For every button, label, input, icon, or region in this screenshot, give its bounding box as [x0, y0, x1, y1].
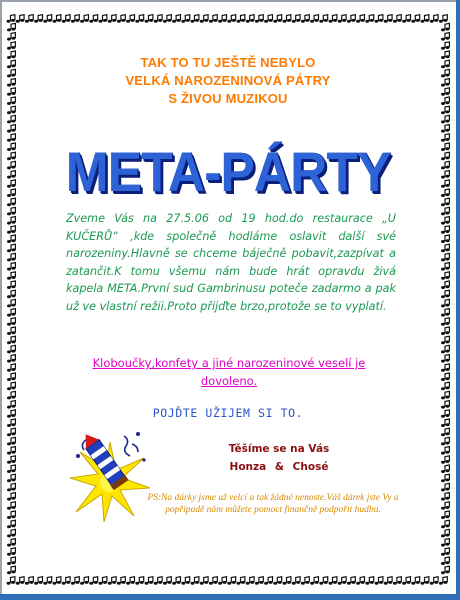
music-note-icon	[411, 577, 420, 585]
party-title: META-PÁRTY	[65, 140, 391, 203]
music-note-icon	[43, 577, 52, 585]
music-note-icon	[441, 355, 450, 363]
music-note-icon	[181, 577, 190, 585]
music-note-icon	[7, 364, 16, 372]
music-note-icon	[172, 15, 181, 23]
music-note-icon	[7, 235, 16, 243]
music-note-icon	[439, 577, 448, 585]
music-note-icon	[200, 15, 209, 23]
music-note-icon	[441, 115, 450, 123]
music-note-icon	[7, 539, 16, 547]
music-note-icon	[441, 391, 450, 399]
music-note-icon	[421, 577, 430, 585]
music-note-icon	[411, 15, 420, 23]
music-note-icon	[441, 419, 450, 427]
music-note-icon	[7, 373, 16, 381]
music-note-icon	[80, 577, 89, 585]
music-note-icon	[441, 502, 450, 510]
music-note-icon	[301, 577, 310, 585]
music-note-icon	[441, 557, 450, 565]
music-note-icon	[7, 161, 16, 169]
music-note-icon	[7, 577, 16, 585]
header-line-3: S ŽIVOU MUZIKOU	[168, 91, 288, 106]
music-note-icon	[441, 23, 450, 31]
music-note-icon	[356, 577, 365, 585]
music-note-icon	[441, 152, 450, 160]
music-note-icon	[441, 336, 450, 344]
music-note-icon	[384, 577, 393, 585]
music-note-icon	[181, 15, 190, 23]
music-note-icon	[441, 520, 450, 528]
music-note-icon	[441, 483, 450, 491]
music-note-icon	[7, 327, 16, 335]
music-note-icon	[7, 226, 16, 234]
music-note-icon	[441, 134, 450, 142]
music-note-icon	[441, 198, 450, 206]
music-note-icon	[53, 577, 62, 585]
music-note-icon	[283, 15, 292, 23]
music-note-icon	[7, 511, 16, 519]
music-note-icon	[441, 263, 450, 271]
music-note-icon	[441, 566, 450, 574]
music-note-icon	[7, 198, 16, 206]
music-note-icon	[283, 577, 292, 585]
music-note-icon	[135, 15, 144, 23]
invitation-text: Zveme Vás na 27.5.06 od 19 hod.do restaurace „U KUČERŮ“ ,kde společně hodláme oslavit další své narozeniny.Hlavně se chceme báječně pobavit,zazpívat a zatančit.K tomu všemu nám bude hrát opravdu živá kapela META.První sud Gambrinusu poteče zadarmo a pak už ve vlastní režii.Proto přijďte brzo,protože se to vyplatí.	[66, 212, 396, 313]
music-note-icon	[154, 577, 163, 585]
music-note-icon	[441, 226, 450, 234]
music-note-icon	[7, 189, 16, 197]
music-note-icon	[7, 345, 16, 353]
music-note-icon	[356, 15, 365, 23]
music-note-icon	[7, 180, 16, 188]
music-note-icon	[7, 502, 16, 510]
music-note-icon	[329, 577, 338, 585]
music-note-icon	[421, 15, 430, 23]
music-note-icon	[209, 15, 218, 23]
music-note-icon	[53, 15, 62, 23]
music-note-icon	[34, 15, 43, 23]
music-note-icon	[441, 493, 450, 501]
music-note-icon	[43, 15, 52, 23]
music-note-icon	[7, 125, 16, 133]
music-note-icon	[7, 207, 16, 215]
music-note-icon	[441, 456, 450, 464]
music-note-icon	[7, 42, 16, 50]
music-note-icon	[292, 577, 301, 585]
music-note-icon	[255, 15, 264, 23]
music-note-icon	[218, 577, 227, 585]
music-note-icon	[7, 483, 16, 491]
music-note-icon	[439, 15, 448, 23]
music-note-icon	[384, 15, 393, 23]
music-note-icon	[319, 577, 328, 585]
music-note-icon	[191, 577, 200, 585]
music-note-icon	[7, 15, 16, 23]
music-note-icon	[319, 15, 328, 23]
music-note-icon	[117, 15, 126, 23]
music-note-icon	[126, 15, 135, 23]
music-note-icon	[264, 15, 273, 23]
music-note-icon	[441, 235, 450, 243]
music-note-icon	[441, 465, 450, 473]
music-note-icon	[191, 15, 200, 23]
music-note-icon	[99, 577, 108, 585]
music-note-icon	[441, 290, 450, 298]
music-note-icon	[7, 33, 16, 41]
window-edge-top	[0, 0, 460, 2]
music-note-icon	[441, 529, 450, 537]
music-note-icon	[7, 253, 16, 261]
music-note-icon	[227, 577, 236, 585]
music-note-icon	[7, 281, 16, 289]
music-note-icon	[163, 15, 172, 23]
music-note-icon	[163, 577, 172, 585]
music-note-icon	[145, 577, 154, 585]
header-block	[4, 54, 452, 108]
music-note-icon	[347, 15, 356, 23]
music-note-icon	[441, 437, 450, 445]
music-note-icon	[62, 15, 70, 23]
music-note-icon	[7, 493, 16, 501]
document-page	[4, 4, 452, 590]
music-note-icon	[7, 456, 16, 464]
music-note-icon	[7, 134, 16, 142]
music-note-icon	[218, 15, 227, 23]
music-note-icon	[7, 115, 16, 123]
music-note-icon	[375, 15, 384, 23]
music-note-icon	[7, 309, 16, 317]
music-note-icon	[71, 577, 80, 585]
music-note-icon	[301, 15, 310, 23]
music-note-icon	[7, 272, 16, 280]
music-note-icon	[108, 15, 117, 23]
music-note-icon	[117, 577, 126, 585]
music-note-icon	[7, 152, 16, 160]
music-note-icon	[7, 318, 16, 326]
music-note-icon	[441, 474, 450, 482]
music-note-icon	[365, 577, 374, 585]
music-note-icon	[441, 539, 450, 547]
music-note-icon	[16, 577, 25, 585]
music-note-icon	[62, 577, 70, 585]
greeting-line-1: Těšíme se na Vás	[228, 443, 330, 455]
music-note-icon	[34, 577, 43, 585]
hats-confetti-note[interactable]: Kloboučky,konfety a jiné narozeninové veselí je dovoleno.	[92, 356, 366, 388]
music-note-icon	[99, 15, 108, 23]
music-note-icon	[441, 143, 450, 151]
music-note-icon	[273, 577, 282, 585]
music-note-icon	[402, 15, 411, 23]
music-note-icon	[329, 15, 338, 23]
music-note-icon	[255, 577, 264, 585]
music-note-icon	[108, 577, 117, 585]
music-note-icon	[7, 566, 16, 574]
music-note-icon	[7, 23, 16, 31]
music-note-icon	[441, 364, 450, 372]
music-note-icon	[441, 382, 450, 390]
music-note-icon	[441, 217, 450, 225]
greeting-block	[204, 440, 354, 476]
music-note-icon	[430, 577, 439, 585]
music-note-icon	[441, 373, 450, 381]
music-note-icon	[441, 272, 450, 280]
music-note-icon	[310, 577, 319, 585]
music-note-icon	[347, 577, 356, 585]
music-note-icon	[71, 15, 80, 23]
greeting-names: Honza & Chosé	[229, 461, 329, 473]
music-note-icon	[227, 15, 236, 23]
music-note-icon	[441, 299, 450, 307]
music-note-icon	[441, 447, 450, 455]
music-note-icon	[7, 557, 16, 565]
music-note-icon	[7, 474, 16, 482]
header-line-1: TAK TO TU JEŠTĚ NEBYLO	[140, 55, 316, 70]
music-note-icon	[80, 15, 89, 23]
music-note-icon	[237, 15, 246, 23]
music-note-icon	[441, 42, 450, 50]
music-note-icon	[441, 345, 450, 353]
music-note-icon	[441, 33, 450, 41]
music-note-icon	[7, 447, 16, 455]
window-edge-bottom	[0, 594, 460, 600]
window-scroll-edge[interactable]	[456, 0, 460, 600]
music-note-icon	[7, 529, 16, 537]
music-note-icon	[292, 15, 301, 23]
music-note-icon	[441, 244, 450, 252]
music-note-icon	[7, 382, 16, 390]
ps-note: PS:Na dárky jsme už velcí a tak žádné nenoste.Váš dárek jste Vy a popřípadě nám můžete pomoct finančně podpořit hudbu.	[147, 493, 399, 515]
music-note-icon	[7, 263, 16, 271]
music-note-icon	[7, 520, 16, 528]
music-note-icon	[264, 577, 273, 585]
music-note-icon	[441, 207, 450, 215]
music-note-icon	[89, 15, 98, 23]
music-note-icon	[246, 577, 255, 585]
music-note-icon	[441, 327, 450, 335]
music-note-icon	[402, 577, 411, 585]
music-note-icon	[441, 281, 450, 289]
music-note-icon	[375, 577, 384, 585]
enjoy-line: POJĎTE UŽIJEM SI TO.	[152, 406, 304, 420]
music-note-icon	[273, 15, 282, 23]
music-note-icon	[126, 577, 135, 585]
music-note-icon	[310, 15, 319, 23]
music-note-icon	[237, 577, 246, 585]
music-note-icon	[441, 180, 450, 188]
music-note-icon	[7, 465, 16, 473]
music-note-icon	[365, 15, 374, 23]
music-note-icon	[7, 299, 16, 307]
header-line-2: VELKÁ NAROZENINOVÁ PÁTRY	[125, 73, 331, 88]
music-note-icon	[441, 511, 450, 519]
music-note-icon	[25, 577, 34, 585]
music-note-icon	[441, 309, 450, 317]
music-note-icon	[393, 15, 402, 23]
music-note-icon	[441, 189, 450, 197]
music-note-icon	[393, 577, 402, 585]
window-edge-left	[0, 0, 2, 600]
music-note-icon	[441, 171, 450, 179]
music-note-icon	[441, 548, 450, 556]
music-note-icon	[200, 577, 209, 585]
music-note-icon	[7, 548, 16, 556]
music-note-icon	[7, 419, 16, 427]
music-note-icon	[441, 125, 450, 133]
music-note-icon	[441, 161, 450, 169]
music-note-icon	[7, 336, 16, 344]
music-note-icon	[154, 15, 163, 23]
music-note-icon	[16, 15, 25, 23]
music-note-icon	[172, 577, 181, 585]
music-note-icon	[7, 437, 16, 445]
music-note-icon	[7, 143, 16, 151]
music-note-icon	[441, 318, 450, 326]
music-note-icon	[7, 391, 16, 399]
music-note-icon	[338, 15, 347, 23]
music-note-icon	[25, 15, 34, 23]
music-note-icon	[441, 253, 450, 261]
music-note-icon	[7, 290, 16, 298]
music-note-icon	[441, 428, 450, 436]
music-note-icon	[246, 15, 255, 23]
music-note-icon	[7, 428, 16, 436]
music-note-icon	[7, 217, 16, 225]
music-note-icon	[89, 577, 98, 585]
music-note-icon	[7, 244, 16, 252]
music-note-icon	[338, 577, 347, 585]
music-note-icon	[145, 15, 154, 23]
music-note-icon	[135, 577, 144, 585]
music-note-icon	[7, 171, 16, 179]
music-note-icon	[209, 577, 218, 585]
music-note-icon	[430, 15, 439, 23]
music-note-icon	[7, 355, 16, 363]
